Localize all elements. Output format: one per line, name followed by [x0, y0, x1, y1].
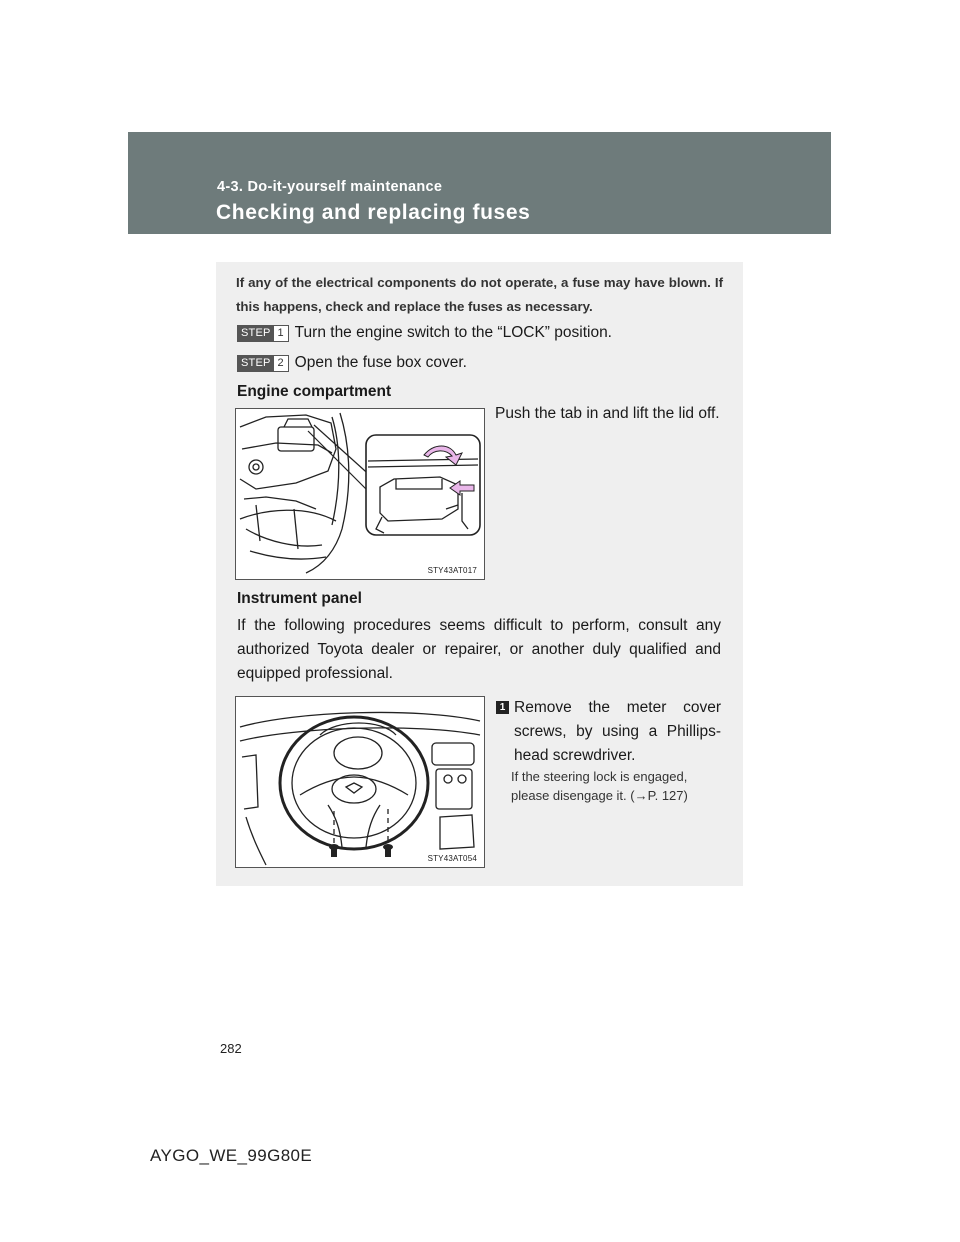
- instrument-panel-figure: [235, 696, 485, 868]
- step-badge-word: STEP: [238, 356, 274, 371]
- engine-compartment-instruction: Push the tab in and lift the lid off.: [495, 405, 720, 422]
- instrument-panel-description: If the following procedures seems difficult to perform, consult any authorized Toyota dealer or repairer, or another duly qualified and equipped professional.: [237, 617, 721, 682]
- intro-text: If any of the electrical components do not operate, a fuse may have blown. If this happens, check and replace the fuses as necessary.: [236, 275, 723, 314]
- item-number-badge: 1: [496, 701, 509, 714]
- steering-lock-note: [511, 767, 723, 805]
- step-badge-word: STEP: [238, 326, 274, 341]
- document-code: AYGO_WE_99G80E: [150, 1146, 313, 1165]
- content-box: [216, 262, 743, 886]
- step-2: [237, 351, 467, 375]
- note-text: If the steering lock is engaged, please disengage it. (: [511, 769, 688, 803]
- figure-code: STY43AT054: [427, 854, 477, 863]
- step-badge-number: 1: [277, 326, 284, 339]
- fuse-box-illustration: [236, 409, 484, 579]
- section-label: 4-3. Do-it-yourself maintenance: [217, 179, 443, 195]
- page-reference: P. 127): [647, 788, 688, 803]
- engine-compartment-figure: [235, 408, 485, 580]
- instrument-panel-instruction: [496, 696, 721, 768]
- page-header: [128, 132, 831, 234]
- instruction-text: Remove the meter cover screws, by using a Phillips-head screwdriver.: [514, 699, 721, 764]
- step-badge: [237, 325, 289, 342]
- engine-compartment-heading: Engine compartment: [237, 383, 392, 400]
- step-1: [237, 321, 612, 345]
- step-badge-number: 2: [277, 356, 284, 369]
- step-badge: [237, 355, 289, 372]
- steering-wheel-illustration: [236, 697, 484, 867]
- page-number: 282: [220, 1041, 242, 1056]
- step-text: Open the fuse box cover.: [294, 354, 467, 371]
- page-title: Checking and replacing fuses: [216, 201, 531, 224]
- arrow-glyph: →: [634, 788, 648, 803]
- figure-code: STY43AT017: [427, 566, 477, 575]
- step-text: Turn the engine switch to the “LOCK” position.: [294, 324, 612, 341]
- instrument-panel-heading: Instrument panel: [237, 590, 362, 607]
